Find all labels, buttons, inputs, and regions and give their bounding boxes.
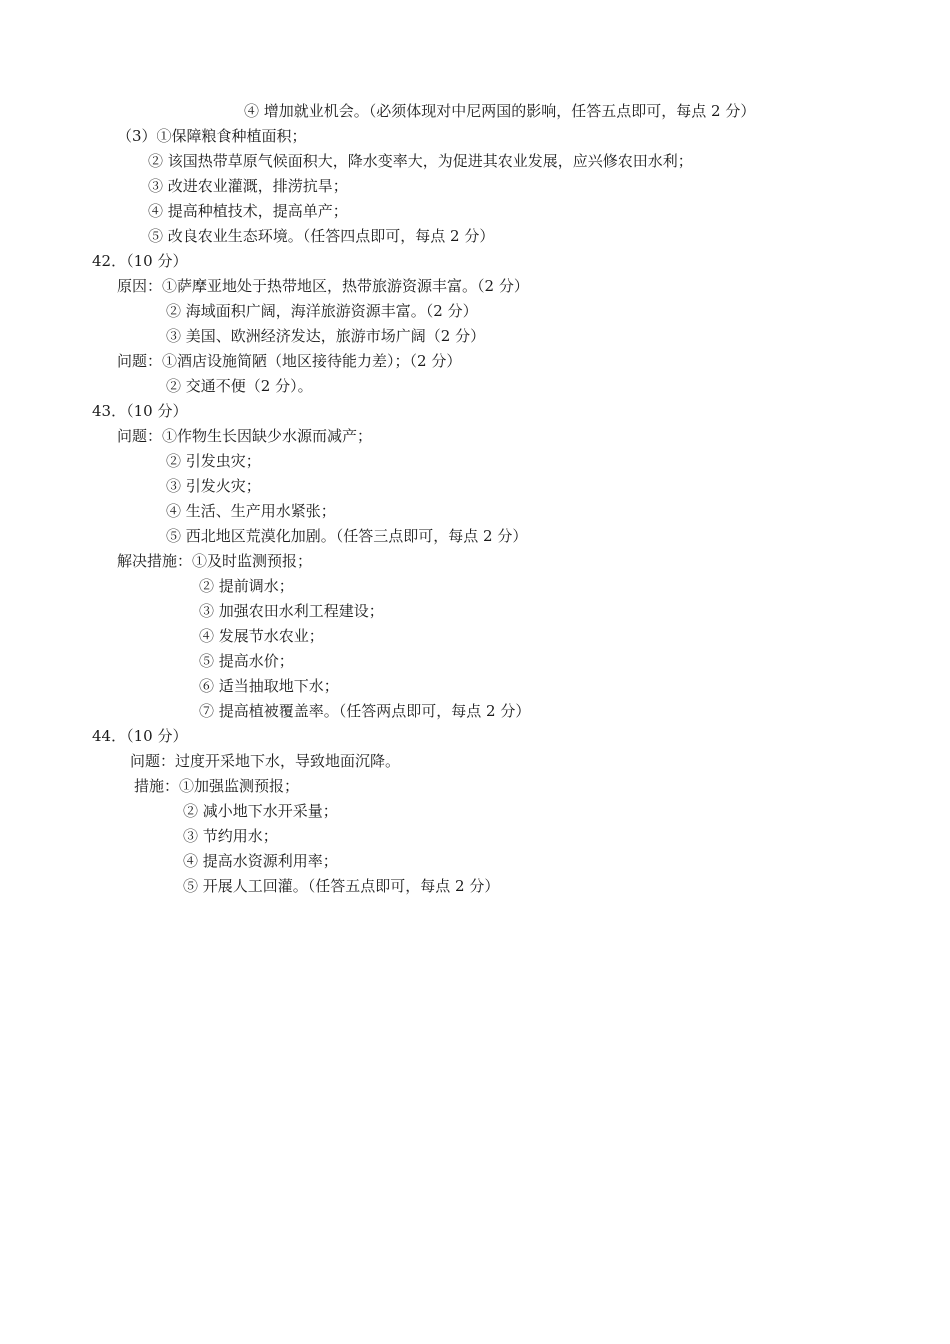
answer-line: ② 该国热带草原气候面积大，降水变率大，为促进其农业发展，应兴修农田水利；: [148, 152, 693, 170]
answer-line: ③ 改进农业灌溉，排涝抗旱；: [148, 177, 348, 195]
answer-line: ③ 美国、欧洲经济发达，旅游市场广阔（2 分）: [166, 327, 486, 345]
answer-line: ④ 生活、生产用水紧张；: [166, 502, 336, 520]
answer-line: ② 交通不便（2 分）。: [166, 377, 313, 395]
answer-line: ⑤ 开展人工回灌。（任答五点即可，每点 2 分）: [183, 877, 500, 895]
answer-line: ④ 提高种植技术，提高单产；: [148, 202, 348, 220]
answer-line: ⑦ 提高植被覆盖率。（任答两点即可，每点 2 分）: [199, 702, 531, 720]
answer-line: ⑥ 适当抽取地下水；: [199, 677, 339, 695]
answer-line: ③ 加强农田水利工程建设；: [199, 602, 384, 620]
question-heading: 44．（10 分）: [92, 727, 188, 745]
answer-line: ④ 增加就业机会。（必须体现对中尼两国的影响，任答五点即可，每点 2 分）: [244, 102, 756, 120]
answer-line: ② 海域面积广阔，海洋旅游资源丰富。（2 分）: [166, 302, 478, 320]
answer-line: 解决措施：①及时监测预报；: [117, 552, 313, 570]
answer-line: ② 引发虫灾；: [166, 452, 261, 470]
answer-line: ② 提前调水；: [199, 577, 294, 595]
answer-line: 原因：①萨摩亚地处于热带地区，热带旅游资源丰富。（2 分）: [117, 277, 529, 295]
answer-line: ④ 提高水资源利用率；: [183, 852, 338, 870]
answer-line: ⑤ 改良农业生态环境。（任答四点即可，每点 2 分）: [148, 227, 495, 245]
answer-line: ⑤ 提高水价；: [199, 652, 294, 670]
answer-line: 问题：过度开采地下水，导致地面沉降。: [130, 752, 401, 770]
answer-line: ④ 发展节水农业；: [199, 627, 324, 645]
question-heading: 43．（10 分）: [92, 402, 188, 420]
answer-line: （3）①保障粮食种植面积；: [117, 127, 307, 145]
answer-line: 问题：①作物生长因缺少水源而减产；: [117, 427, 373, 445]
answer-line: ⑤ 西北地区荒漠化加剧。（任答三点即可，每点 2 分）: [166, 527, 528, 545]
answer-line: ③ 引发火灾；: [166, 477, 261, 495]
question-heading: 42．（10 分）: [92, 252, 188, 270]
answer-line: ② 减小地下水开采量；: [183, 802, 338, 820]
answer-line: 问题：①酒店设施简陋（地区接待能力差）；（2 分）: [117, 352, 462, 370]
answer-line: 措施：①加强监测预报；: [134, 777, 300, 795]
answer-line: ③ 节约用水；: [183, 827, 278, 845]
